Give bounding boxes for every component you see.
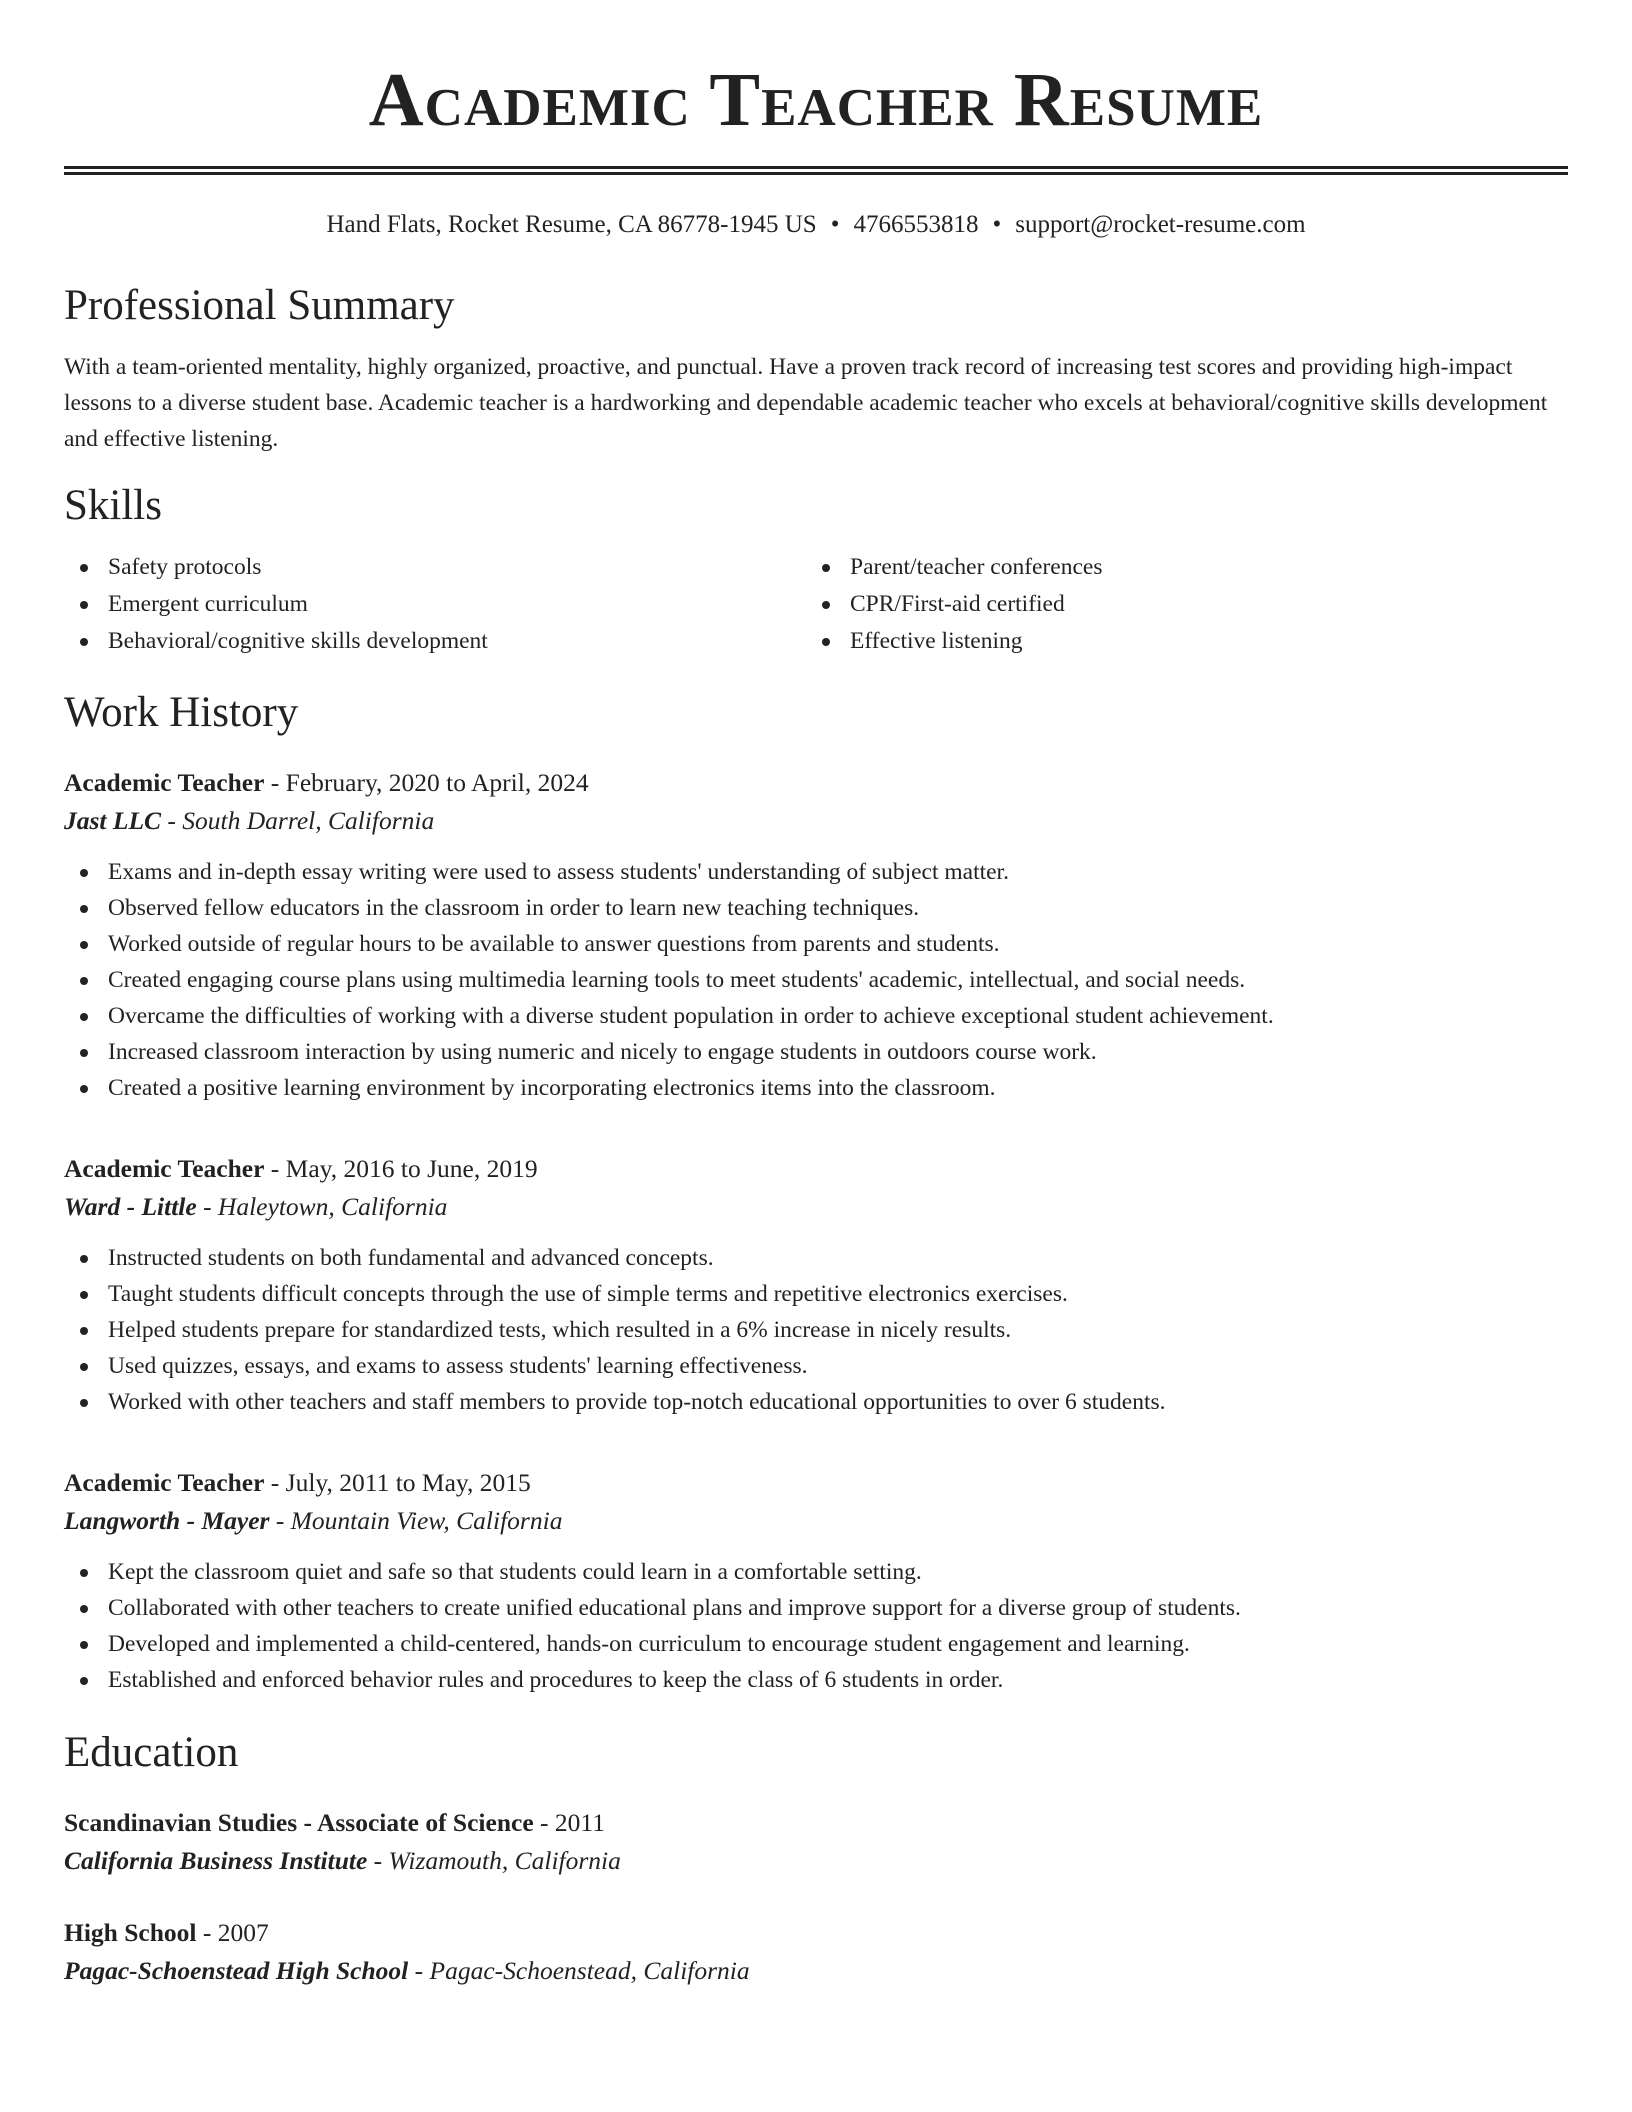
job-bullet: Worked outside of regular hours to be available to answer questions from parents and students. xyxy=(64,926,1568,962)
education-entry xyxy=(64,1804,1568,1880)
education-school-line xyxy=(64,1842,1568,1880)
job-title: Academic Teacher xyxy=(64,1154,265,1183)
education-school: California Business Institute xyxy=(64,1846,368,1875)
job-bullets xyxy=(64,1554,1568,1698)
job-bullet: Instructed students on both fundamental and advanced concepts. xyxy=(64,1240,1568,1276)
skill-item: Parent/teacher conferences xyxy=(806,549,1548,586)
contact-phone: 4766553818 xyxy=(853,211,979,238)
job-bullet: Overcame the difficulties of working with a diverse student population in order to achieve exceptional student achievement. xyxy=(64,998,1568,1034)
job-bullet: Created a positive learning environment by incorporating electronics items into the classroom. xyxy=(64,1070,1568,1106)
resume-page xyxy=(64,0,1568,1990)
education-degree-line xyxy=(64,1804,1568,1842)
job-company-line xyxy=(64,1188,1568,1226)
job-entry xyxy=(64,1150,1568,1420)
job-dates: - May, 2016 to June, 2019 xyxy=(264,1154,538,1183)
job-bullet: Created engaging course plans using multimedia learning tools to meet students' academic, intellectual, and social needs. xyxy=(64,962,1568,998)
title-divider xyxy=(64,166,1568,175)
education-location: - Wizamouth, California xyxy=(367,1846,621,1875)
job-company: Ward - Little xyxy=(64,1192,197,1221)
skill-item: Effective listening xyxy=(806,623,1548,660)
job-bullet: Worked with other teachers and staff members to provide top-notch educational opportunities to over 6 students. xyxy=(64,1384,1568,1420)
job-dates: - February, 2020 to April, 2024 xyxy=(264,768,589,797)
job-entry xyxy=(64,1464,1568,1698)
job-bullet: Established and enforced behavior rules and procedures to keep the class of 6 students in order. xyxy=(64,1662,1568,1698)
contact-separator: • xyxy=(830,211,840,238)
resume-title: Academic Teacher Resume xyxy=(368,58,1264,142)
summary-text: With a team-oriented mentality, highly organized, proactive, and punctual. Have a proven track record of increasing test scores and providing high-impact lessons to a diverse student base. Academic teacher is a hardworking and dependable academic teacher who excels at behavioral/cognitive skills development and effective listening. xyxy=(64,354,1548,452)
job-title-line xyxy=(64,1464,1568,1502)
job-entry xyxy=(64,764,1568,1106)
contact-email: support@rocket-resume.com xyxy=(1015,211,1306,238)
education-degree: High School xyxy=(64,1918,197,1947)
skill-item: CPR/First-aid certified xyxy=(806,586,1548,623)
job-bullet: Kept the classroom quiet and safe so that students could learn in a comfortable setting. xyxy=(64,1554,1568,1590)
job-bullet: Used quizzes, essays, and exams to assess students' learning effectiveness. xyxy=(64,1348,1568,1384)
job-bullet: Helped students prepare for standardized tests, which resulted in a 6% increase in nicely results. xyxy=(64,1312,1568,1348)
job-title-line xyxy=(64,1150,1568,1188)
job-company-line xyxy=(64,1502,1568,1540)
job-bullet: Observed fellow educators in the classroom in order to learn new teaching techniques. xyxy=(64,890,1568,926)
education-year: - 2011 xyxy=(533,1808,605,1837)
job-bullet: Exams and in-depth essay writing were used to assess students' understanding of subject matter. xyxy=(64,854,1568,890)
work-history-heading: Work History xyxy=(64,689,299,736)
contact-line xyxy=(64,209,1568,241)
job-bullets xyxy=(64,1240,1568,1420)
skills-list xyxy=(64,549,1568,660)
job-bullet: Developed and implemented a child-centered, hands-on curriculum to encourage student engagement and learning. xyxy=(64,1626,1568,1662)
education-school: Pagac-Schoenstead High School xyxy=(64,1956,409,1985)
education-degree-line xyxy=(64,1914,1568,1952)
job-dates: - July, 2011 to May, 2015 xyxy=(264,1468,531,1497)
job-location: - Haleytown, California xyxy=(196,1192,448,1221)
education-degree: Scandinavian Studies - Associate of Science xyxy=(64,1808,534,1837)
job-company: Jast LLC xyxy=(64,806,162,835)
job-bullet: Taught students difficult concepts through the use of simple terms and repetitive electronics exercises. xyxy=(64,1276,1568,1312)
job-title: Academic Teacher xyxy=(64,768,265,797)
job-company-line xyxy=(64,802,1568,840)
skill-item: Emergent curriculum xyxy=(64,586,806,623)
job-title-line xyxy=(64,764,1568,802)
job-bullet: Collaborated with other teachers to create unified educational plans and improve support for a diverse group of students. xyxy=(64,1590,1568,1626)
job-bullet: Increased classroom interaction by using numeric and nicely to engage students in outdoors course work. xyxy=(64,1034,1568,1070)
job-company: Langworth - Mayer xyxy=(64,1506,270,1535)
contact-address: Hand Flats, Rocket Resume, CA 86778-1945 US xyxy=(326,211,817,238)
education-year: - 2007 xyxy=(196,1918,269,1947)
education-entry xyxy=(64,1914,1568,1990)
education-heading: Education xyxy=(64,1729,239,1776)
job-location: - Mountain View, California xyxy=(269,1506,563,1535)
job-location: - South Darrel, California xyxy=(161,806,435,835)
skill-item: Behavioral/cognitive skills development xyxy=(64,623,806,660)
skills-heading: Skills xyxy=(64,482,162,529)
job-bullets xyxy=(64,854,1568,1106)
contact-separator: • xyxy=(992,211,1002,238)
education-location: - Pagac-Schoenstead, California xyxy=(408,1956,750,1985)
job-title: Academic Teacher xyxy=(64,1468,265,1497)
education-school-line xyxy=(64,1952,1568,1990)
summary-heading: Professional Summary xyxy=(64,282,455,329)
skill-item: Safety protocols xyxy=(64,549,806,586)
